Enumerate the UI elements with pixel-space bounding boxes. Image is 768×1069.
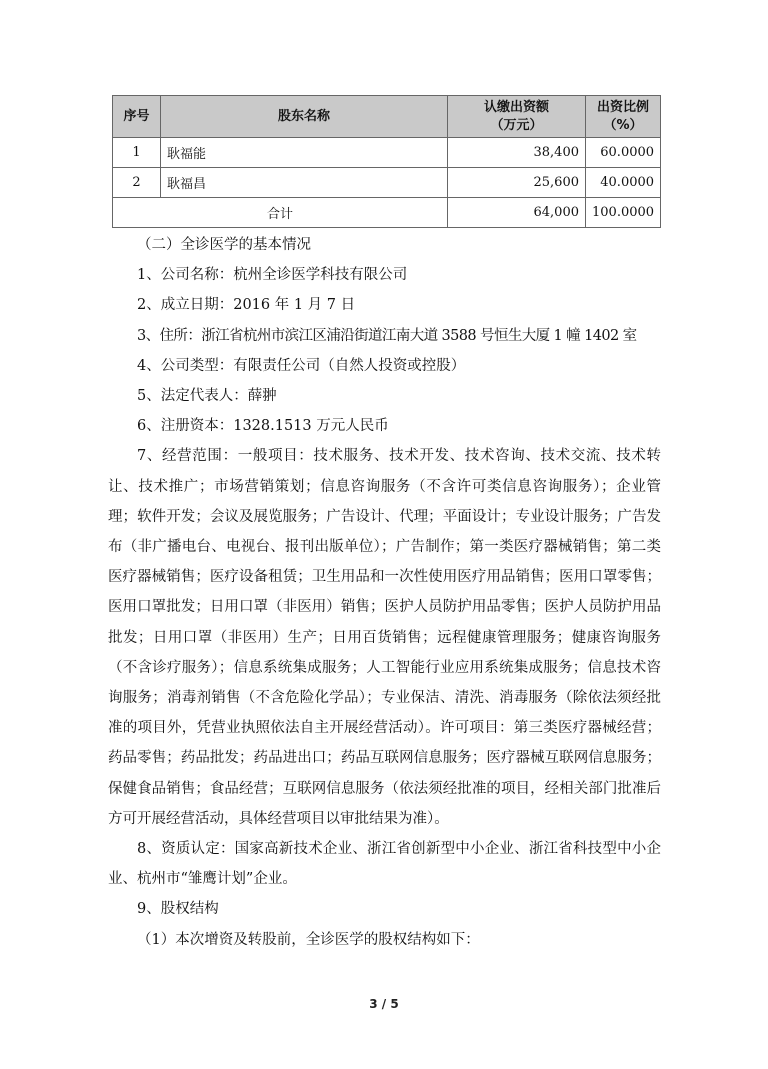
header-name: 股东名称 bbox=[161, 96, 448, 138]
row-name: 耿福昌 bbox=[161, 168, 448, 198]
row-no: 2 bbox=[113, 168, 161, 198]
header-amount-line2: （万元） bbox=[490, 117, 543, 133]
total-amount: 64,000 bbox=[448, 198, 586, 228]
header-ratio-line2: （%） bbox=[603, 117, 643, 133]
header-no: 序号 bbox=[113, 96, 161, 138]
page-number: 3 / 5 bbox=[369, 997, 399, 1011]
total-ratio: 100.0000 bbox=[586, 198, 661, 228]
total-label: 合计 bbox=[113, 198, 448, 228]
company-type: 4、公司类型：有限责任公司（自然人投资或控股） bbox=[137, 357, 466, 374]
header-amount bbox=[448, 96, 586, 138]
document-body bbox=[108, 230, 661, 955]
equity-structure-heading: 9、股权结构 bbox=[137, 901, 219, 918]
row-ratio: 60.0000 bbox=[586, 138, 661, 168]
row-amount: 25,600 bbox=[448, 168, 586, 198]
row-ratio: 40.0000 bbox=[586, 168, 661, 198]
qualification: 8、资质认定：国家高新技术企业、浙江省创新型中小企业、浙江省科技型中小企业、杭州市“雏鹰计划”企业。 bbox=[108, 841, 661, 888]
equity-structure-intro: （1）本次增资及转股前，全诊医学的股权结构如下： bbox=[137, 931, 480, 948]
table-header-row bbox=[113, 96, 661, 138]
row-no: 1 bbox=[113, 138, 161, 168]
establish-date: 2、成立日期：2016 年 1 月 7 日 bbox=[137, 297, 356, 314]
business-scope: 7、经营范围：一般项目：技术服务、技术开发、技术咨询、技术交流、技术转让、技术推广；市场营销策划；信息咨询服务（不含许可类信息咨询服务）；企业管理；软件开发；会议及展览服务；广告设计、代理；平面设计；专业设计服务；广告发布（非广播电台、电视台、报刊出版单位）；广告制作；第一类医疗器械销售；第二类医疗器械销售；医疗设备租赁；卫生用品和一次性使用医疗用品销售；医用口罩零售；医用口罩批发；日用口罩（非医用）销售；医护人员防护用品零售；医护人员防护用品批发；日用口罩（非医用）生产；日用百货销售；远程健康管理服务；健康咨询服务（不含诊疗服务）；信息系统集成服务；人工智能行业应用系统集成服务；信息技术咨询服务；消毒剂销售（不含危险化学品）；专业保洁、清洗、消毒服务（除依法须经批准的项目外，凭营业执照依法自主开展经营活动）。许可项目：第三类医疗器械经营；药品零售；药品批发；药品进出口；药品互联网信息服务；医疗器械互联网信息服务；保健食品销售；食品经营；互联网信息服务（依法须经批准的项目，经相关部门批准后方可开展经营活动，具体经营项目以审批结果为准）。 bbox=[108, 448, 661, 827]
table-row bbox=[113, 138, 661, 168]
header-amount-line1: 认缴出资额 bbox=[483, 99, 549, 115]
header-ratio-line1: 出资比例 bbox=[597, 99, 650, 115]
registered-capital: 6、注册资本：1328.1513 万元人民币 bbox=[137, 418, 389, 435]
header-ratio bbox=[586, 96, 661, 138]
row-amount: 38,400 bbox=[448, 138, 586, 168]
address: 3、住所：浙江省杭州市滨江区浦沿街道江南大道 3588 号恒生大厦 1 幢 1402 室 bbox=[137, 327, 637, 344]
company-name: 1、公司名称：杭州全诊医学科技有限公司 bbox=[137, 267, 408, 284]
section-heading: （二）全诊医学的基本情况 bbox=[137, 237, 311, 253]
legal-representative: 5、法定代表人：薛翀 bbox=[137, 388, 277, 405]
table-row bbox=[113, 168, 661, 198]
row-name: 耿福能 bbox=[161, 138, 448, 168]
table-total-row bbox=[113, 198, 661, 228]
shareholder-table bbox=[112, 95, 661, 228]
